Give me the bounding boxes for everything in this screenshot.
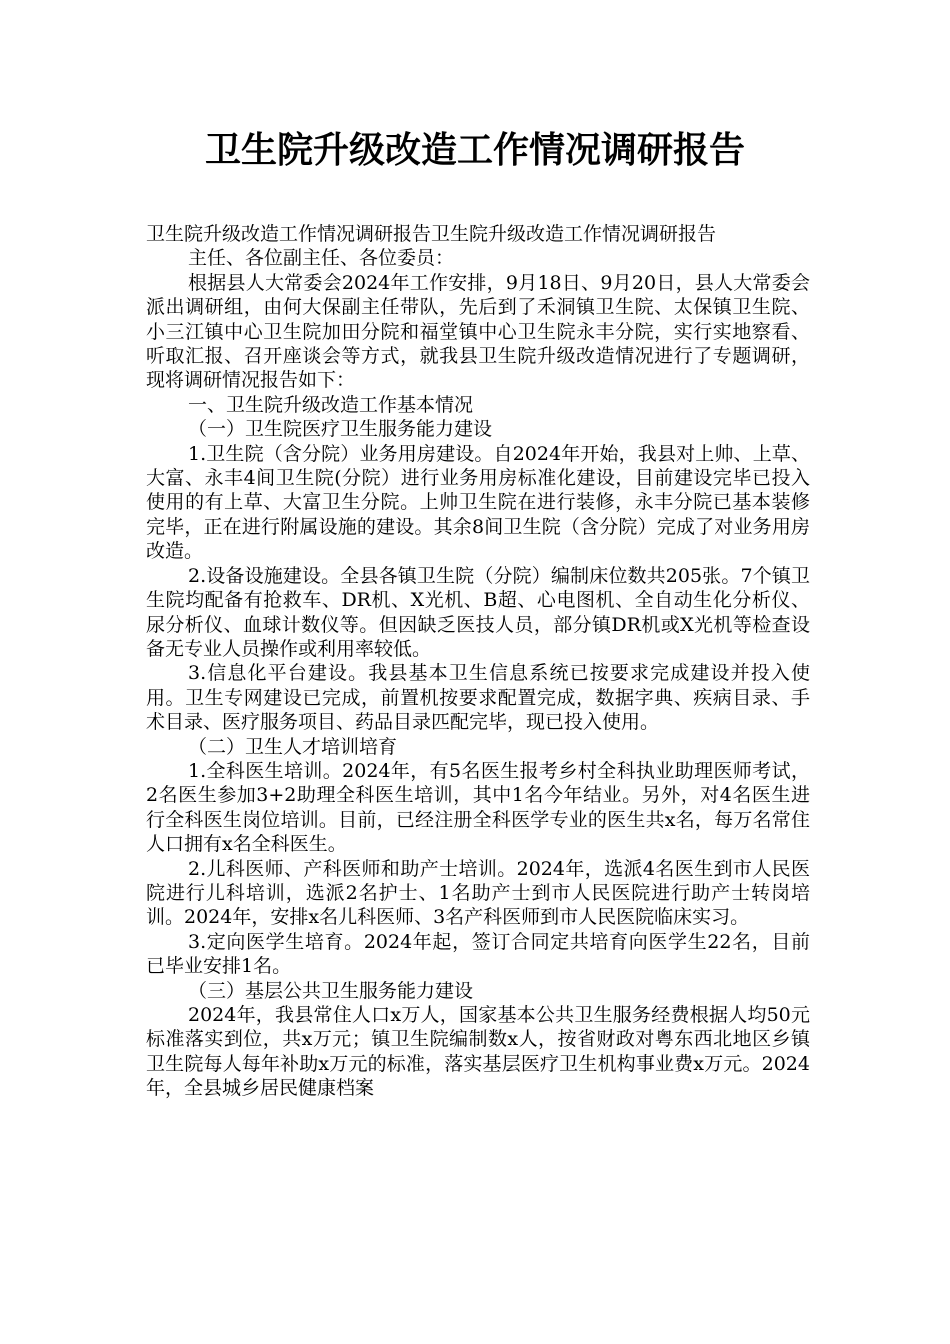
subsection-heading-1: （一）卫生院医疗卫生服务能力建设 (188, 418, 493, 441)
document-body (146, 222, 810, 1101)
paragraph-item-2-3: 3.定向医学生培育。2024年起，签订合同定共培育向医学生22名，目前已毕业安排1名。 (146, 930, 810, 978)
paragraph-repeated-title: 卫生院升级改造工作情况调研报告卫生院升级改造工作情况调研报告 (146, 223, 717, 245)
paragraph-item-1-1: 1.卫生院（含分院）业务用房建设。自2024年开始，我县对上帅、上草、大富、永丰4间卫生院(分院）进行业务用房标准化建设，目前建设完毕已投入使用的有上草、大富卫生分院。上帅卫生院在进行装修，永丰分院已基本装修完毕，正在进行附属设施的建设。其余8间卫生院（含分院）完成了对业务用房改造。 (146, 442, 810, 563)
subsection-heading-2: （二）卫生人才培训培育 (188, 735, 398, 758)
paragraph-item-1-3: 3.信息化平台建设。我县基本卫生信息系统已按要求完成建设并投入使用。卫生专网建设已完成，前置机按要求配置完成，数据字典、疾病目录、手术目录、医疗服务项目、药品目录匹配完毕，现已投入使用。 (146, 662, 810, 734)
paragraph-item-3-1: 2024年，我县常住人口x万人，国家基本公共卫生服务经费根据人均50元标准落实到位，共x万元；镇卫生院编制数x人，按省财政对粤东西北地区乡镇卫生院每人每年补助x万元的标准，落实基层医疗卫生机构事业费x万元。2024年，全县城乡居民健康档案 (146, 1004, 810, 1100)
section-heading-1: 一、卫生院升级改造工作基本情况 (188, 393, 474, 416)
document-title: 卫生院升级改造工作情况调研报告 (204, 130, 745, 171)
paragraph-salutation: 主任、各位副主任、各位委员： (188, 247, 455, 270)
paragraph-item-1-2: 2.设备设施建设。全县各镇卫生院（分院）编制床位数共205张。7个镇卫生院均配备有抢救车、DR机、X光机、B超、心电图机、全自动生化分析仪、尿分析仪、血球计数仪等。但因缺乏医技人员，部分镇DR机或X光机等检查设备无专业人员操作或利用率较低。 (146, 564, 810, 660)
paragraph-introduction: 根据县人大常委会2024年工作安排，9月18日、9月20日，县人大常委会派出调研组，由何大保副主任带队，先后到了禾洞镇卫生院、太保镇卫生院、小三江镇中心卫生院加田分院和福堂镇中心卫生院永丰分院，实行实地察看、听取汇报、召开座谈会等方式，就我县卫生院升级改造情况进行了专题调研，现将调研情况报告如下： (146, 271, 810, 392)
subsection-heading-3: （三）基层公共卫生服务能力建设 (188, 979, 474, 1002)
paragraph-item-2-2: 2.儿科医师、产科医师和助产士培训。2024年，选派4名医生到市人民医院进行儿科培训，选派2名护士、1名助产士到市人民医院进行助产士转岗培训。2024年，安排x名儿科医师、3名产科医师到市人民医院临床实习。 (146, 857, 810, 929)
paragraph-item-2-1: 1.全科医生培训。2024年，有5名医生报考乡村全科执业助理医师考试，2名医生参加3+2助理全科医生培训，其中1名今年结业。另外，对4名医生进行全科医生岗位培训。目前，已经注册全科医学专业的医生共x名，每万名常住人口拥有x名全科医生。 (146, 759, 810, 856)
